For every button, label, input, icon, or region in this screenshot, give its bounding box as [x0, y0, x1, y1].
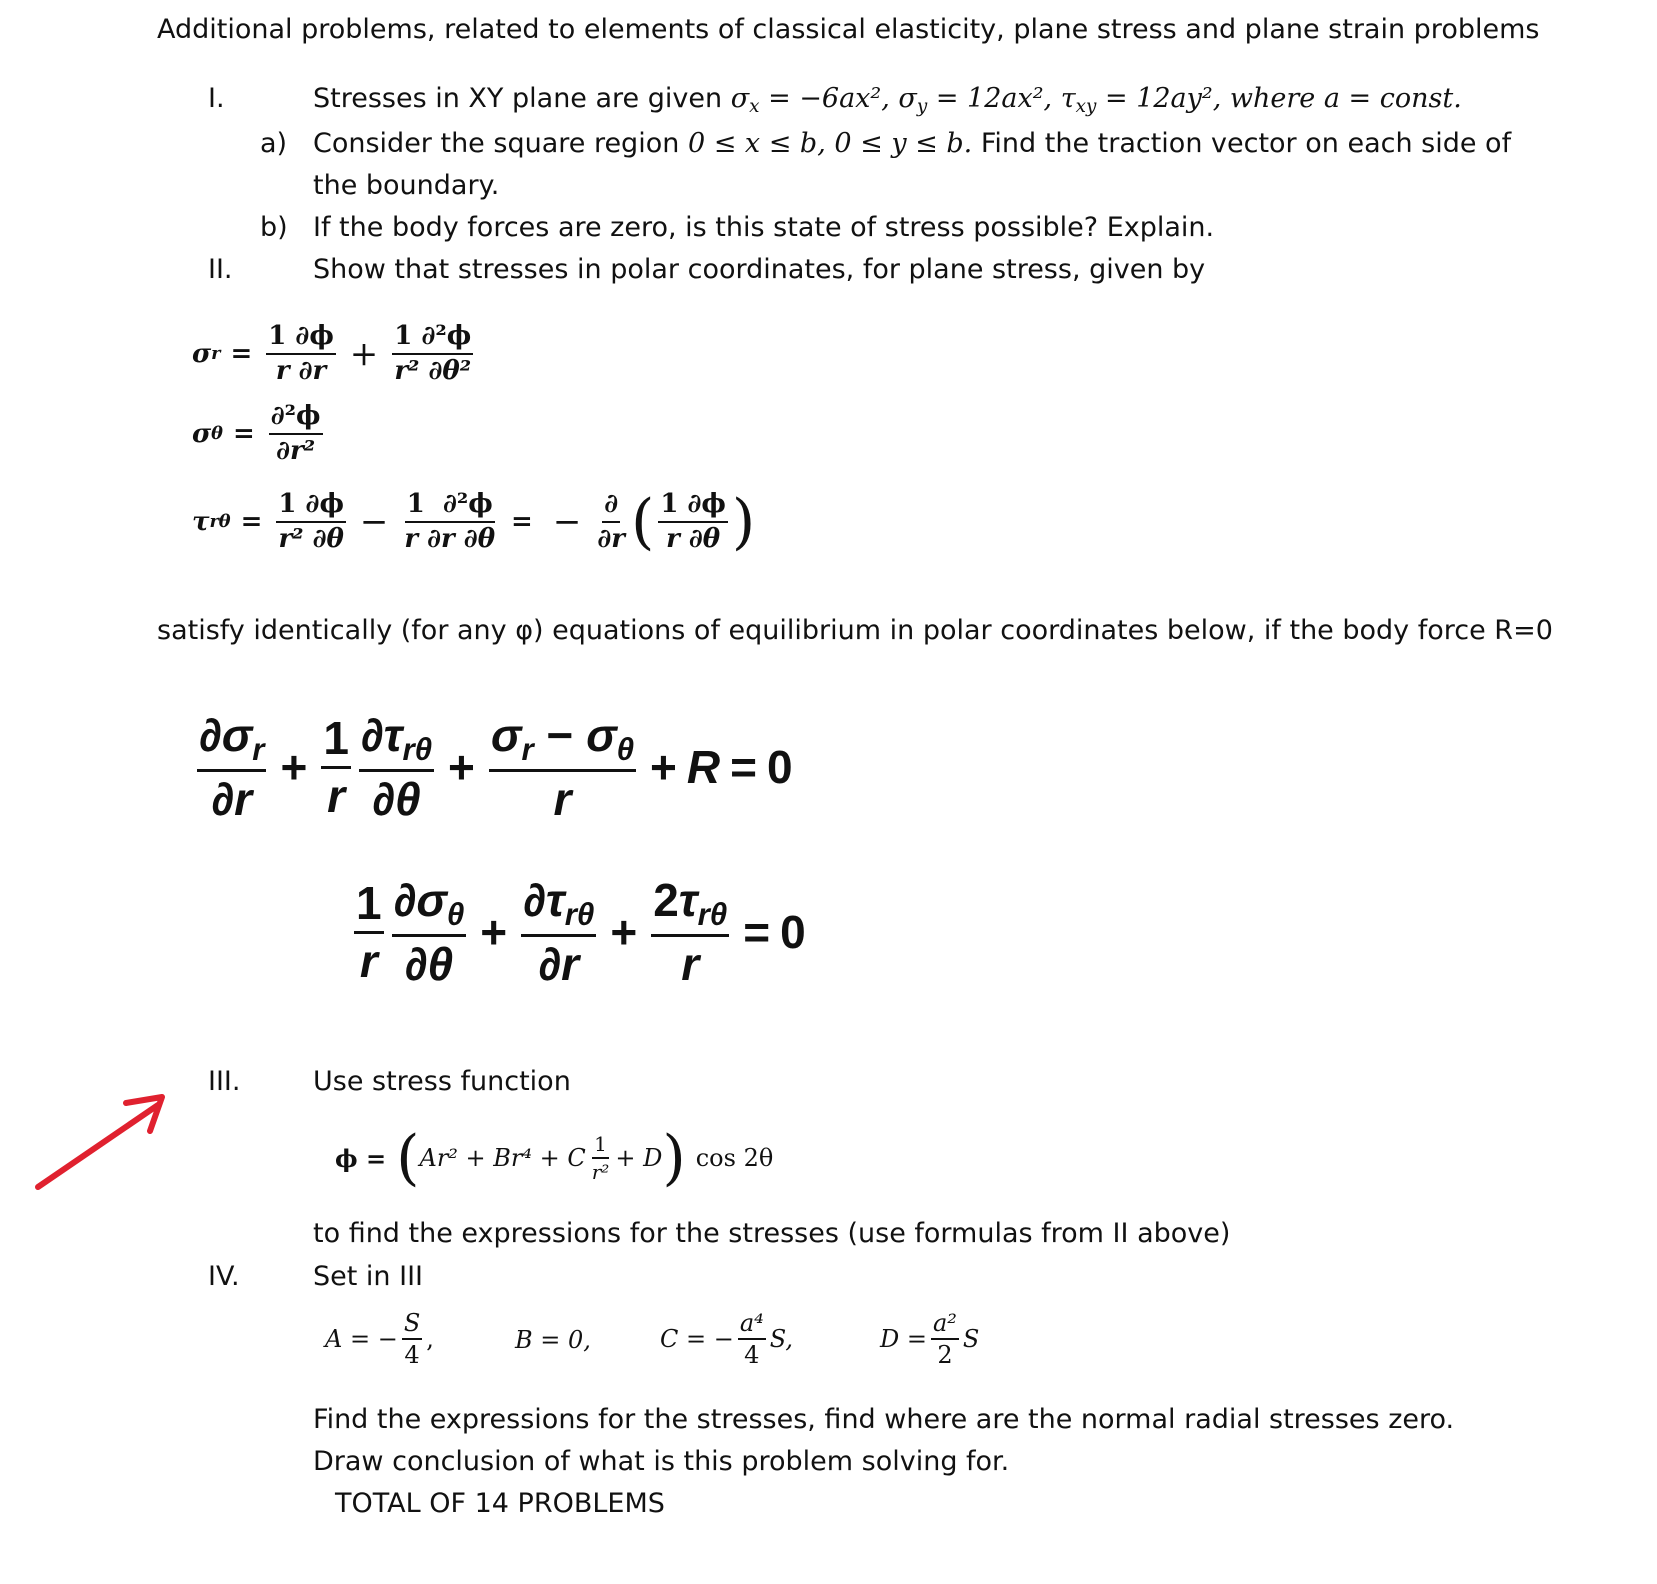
sigma-theta-equation: σ θ = $\frac{\text{∂²ϕ}}{\text{∂r²}}$: [192, 401, 321, 466]
problem-3-followup: to find the expressions for the stresses (use formulas from II above): [313, 1218, 1231, 1249]
problem-4-line1: Find the expressions for the stresses, find where are the normal radial stresses zero.: [313, 1404, 1455, 1435]
region-expression: 0 ≤ x ≤ b, 0 ≤ y ≤ b.: [687, 128, 973, 159]
problem-1-text: Stresses in XY plane are given: [313, 83, 723, 114]
part-a-line1: Consider the square region 0 ≤ x ≤ b, 0 ≤ y ≤ b. Find the traction vector on each side of: [313, 128, 1512, 159]
page-title: Additional problems, related to elements of classical elasticity, plane stress and plane strain problems: [157, 14, 1540, 45]
stress-function-equation: ϕ = ( Ar² + Br⁴ + C $\frac{1}{\text{r²}}$ + D ) cos 2θ: [335, 1123, 774, 1193]
tau-r-theta-equation: τ rθ = $\frac{1 \partial\phi}{\text{r² ∂θ}}$ − $\frac{\text{1 ∂²ϕ}}{r \partial r \partial\theta}$ = − $\frac{\partial}{\partial r}$ ( $\frac{1 \partial\phi}{r \partial\theta}$ ): [192, 486, 756, 557]
constant-d-expression: D = $\frac{\text{a²}}{2}$ S: [880, 1309, 980, 1370]
problem-4-text: Set in III: [313, 1261, 424, 1292]
constant-a-expression: A = − $\frac{S}{4}$ ,: [325, 1309, 434, 1370]
problem-3-text: Use stress function: [313, 1066, 571, 1097]
total-problems: TOTAL OF 14 PROBLEMS: [335, 1488, 665, 1519]
problem-2-numeral: II.: [208, 254, 233, 285]
stress-function-trig: cos 2θ: [695, 1144, 774, 1172]
problem-1-numeral: I.: [208, 83, 225, 114]
constant-b-expression: B = 0,: [515, 1326, 591, 1354]
equilibrium-equation-radial: $\frac{\partial\sigma_r}{\partial r}$ + $\frac{1}{r}$ $\frac{\partial\tau_{r\theta}}{\partial\theta}$ + $\frac{\sigma_r - \sigma_\theta}{r}$ + R = 0: [199, 709, 793, 826]
stress-function-lhs: ϕ =: [335, 1143, 387, 1173]
part-b-text: If the body forces are zero, is this state of stress possible? Explain.: [313, 212, 1215, 243]
part-b-label: b): [260, 212, 288, 243]
sigma-x-expression: $\sigma_x = -6ax^2$, $\sigma_y = 12ax^2$, $\tau_{xy} = 12ay^2$, where a = const.: [730, 83, 1462, 118]
part-a-label: a): [260, 128, 288, 159]
problem-2-text: Show that stresses in polar coordinates, for plane stress, given by: [313, 254, 1206, 285]
sigma-x-value: −6ax²,: [799, 83, 890, 114]
equilibrium-equation-tangential: $\frac{1}{r}$ $\frac{\partial\sigma_\theta}{\partial\theta}$ + $\frac{\partial\tau_{r\theta}}{\partial r}$ + $\frac{2\tau_{r\theta}}{r}$ = 0: [356, 874, 806, 991]
annotation-arrow-icon: [30, 1085, 170, 1195]
sigma-y-value: 12ax²,: [967, 83, 1053, 114]
tau-xy-value: 12ay²,: [1136, 83, 1222, 114]
problem-2-satisfy-text: satisfy identically (for any φ) equations of equilibrium in polar coordinates below, if the body force R=0: [157, 615, 1553, 646]
sigma-r-equation: σ r = $\frac{1 \partial\phi}{r \partial r}$ + $\frac{\text{1 ∂²ϕ}}{\text{r² ∂θ²}}$: [192, 321, 472, 386]
stress-function-term-2: + D: [615, 1144, 663, 1172]
problem-3-numeral: III.: [208, 1066, 241, 1097]
problem-4-line2: Draw conclusion of what is this problem solving for.: [313, 1446, 1010, 1477]
part-a-line2: the boundary.: [313, 170, 500, 201]
problem-1-statement: [313, 83, 1462, 117]
stress-function-term-1: Ar² + Br⁴ + C: [419, 1144, 586, 1172]
problem-4-numeral: IV.: [208, 1261, 240, 1292]
where-clause: where a = const.: [1229, 83, 1462, 114]
constant-c-expression: C = − $\frac{\text{a⁴}}{4}$ S,: [660, 1309, 793, 1370]
